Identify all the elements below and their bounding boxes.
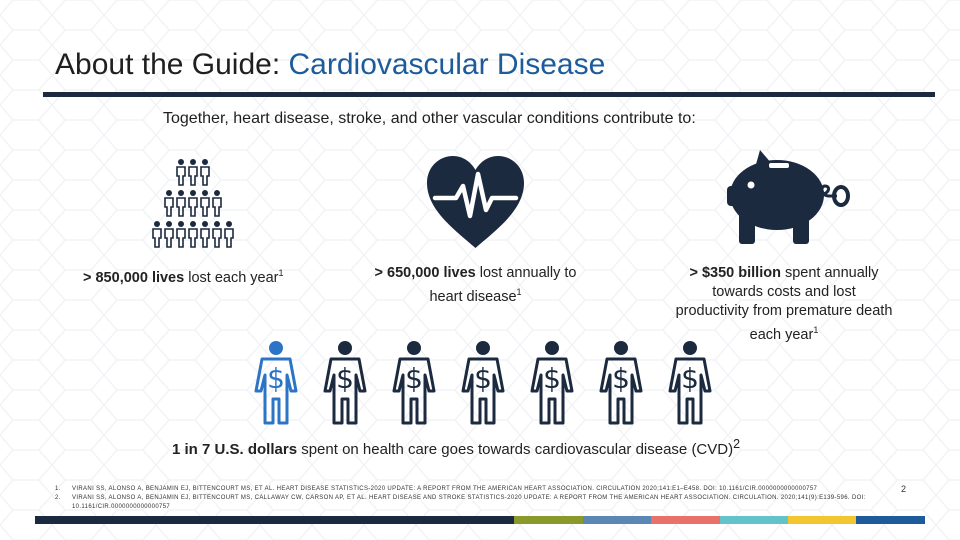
page-number: 2 <box>901 484 907 494</box>
dollar-person-icon <box>323 341 367 425</box>
person-figure <box>177 159 185 185</box>
footer-color-segment <box>651 516 719 524</box>
stat-cost-bold: > $350 billion <box>689 265 781 281</box>
footer-color-segment <box>720 516 788 524</box>
dollar-person-icon <box>254 341 298 425</box>
person-figure <box>165 190 173 216</box>
stat-heart-disease <box>358 264 593 307</box>
stat-cost-rest: spent annually towards costs and lost productivity from premature death each year <box>675 265 893 343</box>
title-prefix: About the Guide: <box>55 48 289 81</box>
stat-lives-lost <box>83 264 323 288</box>
person-figure <box>213 221 221 247</box>
dollar-person-icon <box>392 341 436 425</box>
dollar-sign: $ <box>336 362 354 395</box>
person-figure <box>201 190 209 216</box>
dollar-person-icon <box>461 341 505 425</box>
title-underline <box>43 92 935 97</box>
footer-color-segment <box>514 516 582 524</box>
reference-item <box>55 485 915 494</box>
dollar-share-note <box>172 437 740 458</box>
dollar-sign: $ <box>474 362 492 395</box>
person-figure <box>177 190 185 216</box>
footer-color-segment <box>446 516 514 524</box>
reference-number: 2. <box>55 495 61 501</box>
stat-heart-ref: 1 <box>516 287 522 297</box>
reference-text: VIRANI SS, ALONSO A, BENJAMIN EJ, BITTENCOURT MS, CALLAWAY CW, CARSON AP, ET AL. HEART DISEASE AND STROKE STATISTICS-2020 UPDATE: A REPORT FROM THE AMERICAN HEART ASSOCIATION. CIRCULATION. 2020;141(9):E139-596. DOI: 10.1161/CIR.0000000000000757 <box>72 495 866 510</box>
heart-rate-icon <box>423 152 528 252</box>
footer-color-segment <box>240 516 308 524</box>
dollar-sign: $ <box>405 362 423 395</box>
person-figure <box>213 190 221 216</box>
dollar-sign: $ <box>681 362 699 395</box>
footer-color-segment <box>309 516 377 524</box>
stat-lives-ref: 1 <box>278 268 284 278</box>
intro-text: Together, heart disease, stroke, and other vascular conditions contribute to: <box>163 110 696 127</box>
reference-item <box>55 494 915 512</box>
references <box>55 485 915 512</box>
person-figure <box>189 190 197 216</box>
stat-lives-bold: > 850,000 lives <box>83 269 185 286</box>
dollar-sign: $ <box>612 362 630 395</box>
dollar-sign: $ <box>543 362 561 395</box>
dollar-sign: $ <box>267 362 285 395</box>
person-figure <box>225 221 233 247</box>
dollar-person-icon <box>530 341 574 425</box>
person-figure <box>153 221 161 247</box>
dollar-note-ref: 2 <box>733 437 741 451</box>
person-figure <box>189 159 197 185</box>
person-figure <box>177 221 185 247</box>
footer-color-segment <box>377 516 445 524</box>
footer-color-segment <box>35 516 103 524</box>
reference-number: 1. <box>55 486 61 492</box>
dollar-person-icon <box>668 341 712 425</box>
footer-color-bar <box>35 516 925 524</box>
stat-heart-bold: > 650,000 lives <box>374 265 476 281</box>
dollar-note-bold: 1 in 7 U.S. dollars <box>172 441 298 458</box>
stat-heart-rest: lost annually to heart disease <box>429 265 577 305</box>
stat-cost-ref: 1 <box>813 325 819 335</box>
stat-lives-rest: lost each year <box>184 269 279 286</box>
people-pyramid-icon <box>148 157 238 255</box>
piggy-bank-icon <box>727 150 857 252</box>
footer-color-segment <box>172 516 240 524</box>
dollar-note-rest: spent on health care goes towards cardiovascular disease (CVD) <box>297 441 734 458</box>
person-figure <box>201 221 209 247</box>
person-figure <box>201 159 209 185</box>
footer-color-segment <box>856 516 924 524</box>
title-highlight: Cardiovascular Disease <box>288 48 606 81</box>
footer-color-segment <box>103 516 171 524</box>
reference-text: VIRANI SS, ALONSO A, BENJAMIN EJ, BITTENCOURT MS, ET AL. HEART DISEASE STATISTICS-2020 UPDATE: A REPORT FROM THE AMERICAN HEART ASSOCIATION. CIRCULATION 2020;141:E1–E458. DOI: 10.1161/CIR.0000000000000757 <box>72 486 818 492</box>
footer-color-segment <box>788 516 856 524</box>
slide-title <box>55 47 605 83</box>
stat-cost <box>675 264 893 345</box>
person-figure <box>189 221 197 247</box>
dollar-person-icon <box>599 341 643 425</box>
person-figure <box>165 221 173 247</box>
footer-color-segment <box>583 516 651 524</box>
